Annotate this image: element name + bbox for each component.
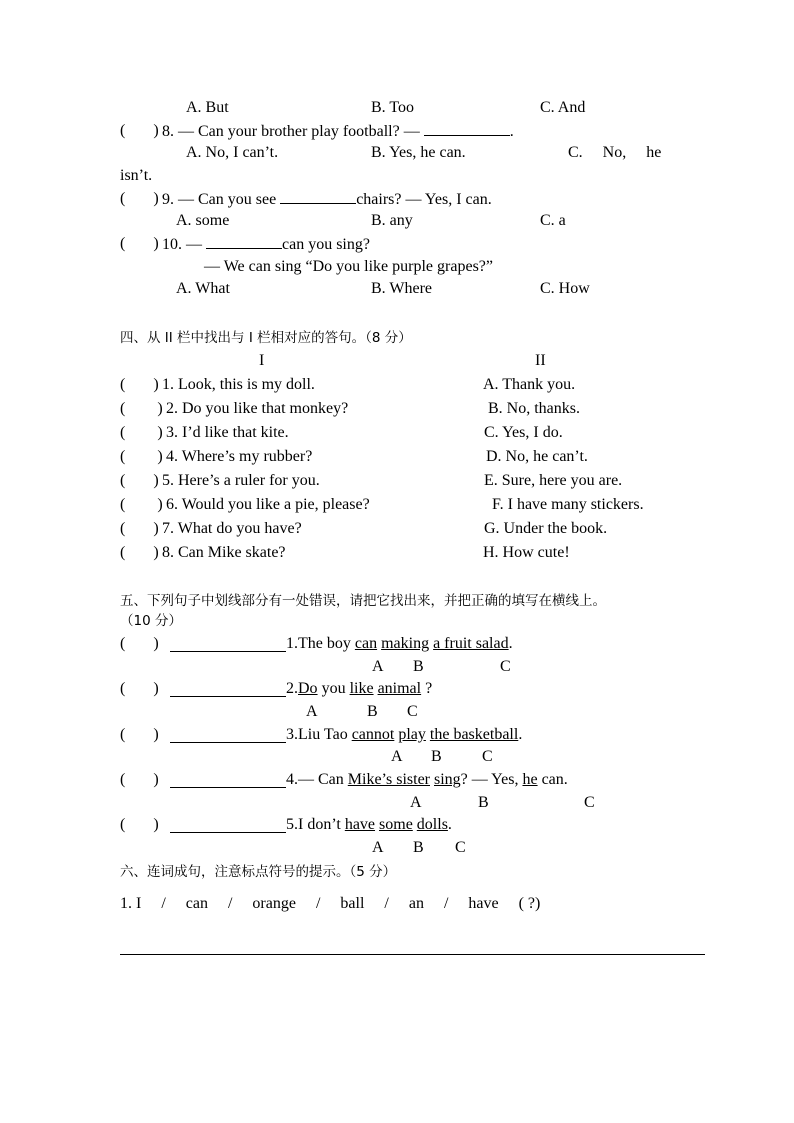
q8-option-a: A. No, I can’t.: [186, 144, 279, 161]
match-question: 7. What do you have?: [162, 520, 302, 537]
correction-sentence: 3.Liu Tao cannot play the basketball.: [286, 726, 523, 743]
match-answer: E. Sure, here you are.: [484, 472, 623, 489]
match-question: 5. Here’s a ruler for you.: [162, 472, 320, 489]
correction-sentence: 5.I don’t have some dolls.: [286, 816, 452, 833]
q9-line: [162, 189, 492, 210]
match-answer: G. Under the book.: [484, 520, 608, 537]
q10-pre: 10. —: [162, 236, 202, 253]
q8-paren: ( ): [120, 122, 159, 139]
option-letter: A: [410, 794, 422, 811]
q8-option-c-wrap: isn’t.: [120, 167, 153, 184]
option-letter: C: [455, 839, 466, 856]
match-question: 2. Do you like that monkey?: [166, 400, 349, 417]
q8-option-b: B. Yes, he can.: [371, 144, 466, 161]
match-paren: ( ): [120, 448, 163, 465]
q9-option-c: C. a: [540, 212, 566, 229]
correction-sentence: 1.The boy can making a fruit salad.: [286, 635, 513, 652]
option-letter: A: [306, 703, 318, 720]
word-order-question: 1. I / can / orange / ball / an / have ( ?): [120, 895, 541, 912]
match-question: 6. Would you like a pie, please?: [166, 496, 370, 513]
option-letter: A: [372, 658, 384, 675]
option-letter: A: [372, 839, 384, 856]
q9-pre: 9. — Can you see: [162, 191, 277, 208]
correction-blank[interactable]: [170, 773, 286, 788]
option-letter: A: [391, 748, 403, 765]
match-answer: D. No, he can’t.: [486, 448, 588, 465]
match-question: 4. Where’s my rubber?: [166, 448, 313, 465]
q10-line: [162, 234, 370, 255]
section5-points: （10 分）: [120, 613, 182, 629]
q7-option-a: A. But: [186, 99, 229, 116]
q8-option-c: C. No, he: [568, 144, 662, 161]
correction-blank[interactable]: [170, 637, 286, 652]
column-i-header: I: [259, 352, 265, 369]
section6-heading: 六、连词成句，注意标点符号的提示。（5 分）: [120, 864, 397, 880]
q10-blank[interactable]: [206, 234, 282, 249]
match-answer: H. How cute!: [483, 544, 570, 561]
match-answer: A. Thank you.: [483, 376, 576, 393]
match-paren: ( ): [120, 472, 159, 489]
match-paren: ( ): [120, 376, 159, 393]
q9-blank[interactable]: [280, 189, 356, 204]
correction-sentence: 2.Do you like animal ?: [286, 680, 433, 697]
match-paren: ( ): [120, 400, 163, 417]
q8-end: .: [509, 123, 514, 140]
correction-blank[interactable]: [170, 728, 286, 743]
q9-post: chairs? — Yes, I can.: [356, 191, 492, 208]
q7-option-c: C. And: [540, 99, 586, 116]
section5-heading: 五、下列句子中划线部分有一处错误，请把它找出来，并把正确的填写在横线上。: [120, 593, 606, 609]
q10-option-c: C. How: [540, 280, 590, 297]
option-letter: C: [407, 703, 418, 720]
option-letter: B: [431, 748, 442, 765]
option-letter: C: [482, 748, 493, 765]
correction-blank[interactable]: [170, 818, 286, 833]
q8-text: 8. — Can your brother play football? —: [162, 123, 420, 140]
correction-paren: ( ): [120, 635, 159, 652]
q10-option-b: B. Where: [371, 280, 433, 297]
q10-option-a: A. What: [176, 280, 230, 297]
q8-line: [162, 121, 514, 142]
option-letter: C: [500, 658, 511, 675]
correction-paren: ( ): [120, 771, 159, 788]
correction-paren: ( ): [120, 726, 159, 743]
q9-paren: ( ): [120, 190, 159, 207]
match-paren: ( ): [120, 496, 163, 513]
q8-blank[interactable]: [424, 121, 510, 136]
match-question: 1. Look, this is my doll.: [162, 376, 315, 393]
correction-paren: ( ): [120, 816, 159, 833]
q9-option-b: B. any: [371, 212, 413, 229]
match-answer: B. No, thanks.: [488, 400, 580, 417]
q9-option-a: A. some: [176, 212, 230, 229]
match-question: 3. I’d like that kite.: [166, 424, 289, 441]
q10-line2: — We can sing “Do you like purple grapes?”: [204, 258, 493, 275]
match-answer: F. I have many stickers.: [492, 496, 644, 513]
q10-paren: ( ): [120, 235, 159, 252]
match-paren: ( ): [120, 520, 159, 537]
option-letter: C: [584, 794, 595, 811]
section4-heading: 四、从 II 栏中找出与 I 栏相对应的答句。（8 分）: [120, 330, 412, 346]
match-answer: C. Yes, I do.: [484, 424, 563, 441]
option-letter: B: [413, 839, 424, 856]
match-paren: ( ): [120, 544, 159, 561]
q7-option-b: B. Too: [371, 99, 415, 116]
correction-paren: ( ): [120, 680, 159, 697]
correction-sentence: 4.— Can Mike’s sister sing? — Yes, he can.: [286, 771, 568, 788]
q10-post: can you sing?: [282, 236, 370, 253]
answer-line[interactable]: [120, 954, 705, 955]
match-question: 8. Can Mike skate?: [162, 544, 286, 561]
option-letter: B: [413, 658, 424, 675]
correction-blank[interactable]: [170, 682, 286, 697]
option-letter: B: [478, 794, 489, 811]
match-paren: ( ): [120, 424, 163, 441]
column-ii-header: II: [535, 352, 546, 369]
option-letter: B: [367, 703, 378, 720]
